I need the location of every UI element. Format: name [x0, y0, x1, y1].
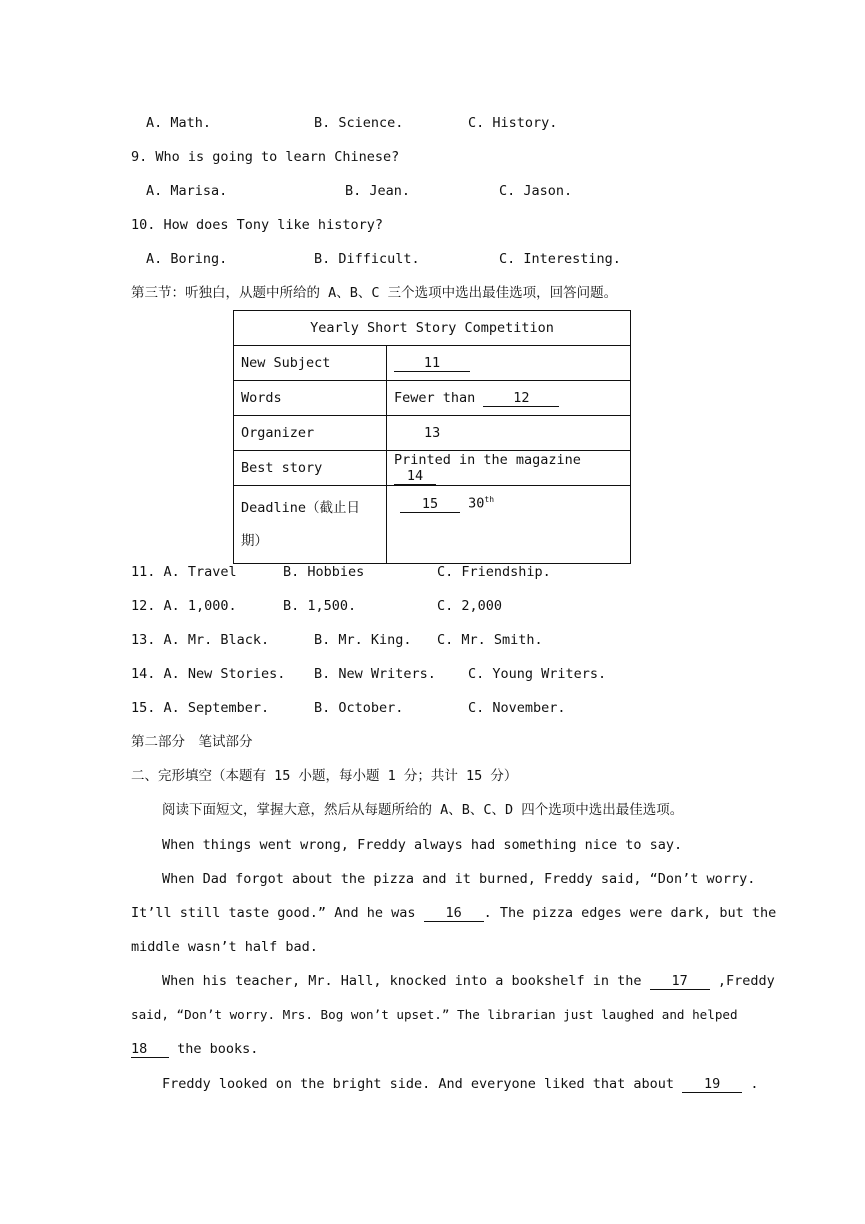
- passage-paragraph-2-line-2: [131, 904, 776, 922]
- q13-option-c: C. Mr. Smith.: [437, 632, 543, 648]
- competition-table: [233, 310, 631, 564]
- answer-number: 13: [424, 425, 441, 441]
- row-value: [387, 486, 631, 564]
- passage-text: the books.: [177, 1041, 259, 1057]
- row-prefix: Printed in the magazine: [394, 451, 581, 468]
- passage-paragraph-3-line-1: [162, 972, 775, 990]
- q13-option-b: B. Mr. King.: [314, 632, 412, 648]
- table-row: [234, 451, 631, 486]
- passage-paragraph-3-line-2: said, “Don’t worry. Mrs. Bog won’t upset.” The librarian just laughed and helped: [131, 1007, 738, 1022]
- answer-blank: 11: [394, 355, 470, 372]
- q10-option-a: A. Boring.: [146, 251, 228, 267]
- row-label: Deadline（截止日期）: [234, 486, 387, 564]
- q8-option-a: A. Math.: [146, 115, 212, 131]
- q8-option-c: C. History.: [468, 115, 558, 131]
- cloze-instruction: 阅读下面短文，掌握大意，然后从每题所给的 A、B、C、D 四个选项中选出最佳选项。: [162, 802, 684, 818]
- q14-option-b: B. New Writers.: [314, 666, 436, 682]
- row-label: New Subject: [234, 346, 387, 381]
- cloze-blank-16: 16: [424, 905, 484, 922]
- q9-option-a: A. Marisa.: [146, 183, 228, 199]
- passage-paragraph-3-line-3: [131, 1040, 258, 1058]
- answer-blank: 14: [394, 468, 436, 485]
- table-row: [234, 346, 631, 381]
- section3-heading: 第三节：听独白，从题中所给的 A、B、C 三个选项中选出最佳选项，回答问题。: [131, 285, 618, 301]
- q12-option-c: C. 2,000: [437, 598, 503, 614]
- row-label: Best story: [234, 451, 387, 486]
- q9-option-b: B. Jean.: [345, 183, 411, 199]
- passage-text: ,Freddy: [717, 973, 775, 989]
- date-day: 30: [468, 495, 485, 512]
- passage-text: . The pizza edges were dark, but the: [483, 905, 777, 921]
- row-label: Organizer: [234, 416, 387, 451]
- row-value: [387, 451, 631, 486]
- passage-text: When his teacher, Mr. Hall, knocked into a bookshelf in the: [162, 973, 642, 989]
- cloze-heading: 二、完形填空（本题有 15 小题，每小题 1 分；共计 15 分）: [131, 768, 518, 784]
- row-label: Words: [234, 381, 387, 416]
- table-row: [234, 486, 631, 564]
- table-row: [234, 381, 631, 416]
- table-row: [234, 416, 631, 451]
- q14-option-c: C. Young Writers.: [468, 666, 607, 682]
- q8-option-b: B. Science.: [314, 115, 404, 131]
- q10-option-b: B. Difficult.: [314, 251, 420, 267]
- q12-option-b: B. 1,500.: [283, 598, 357, 614]
- q11-option-a: 11. A. Travel: [131, 564, 237, 580]
- q9-stem: 9. Who is going to learn Chinese?: [131, 149, 400, 165]
- row-value: [387, 416, 631, 451]
- passage-paragraph-2-line-3: middle wasn’t half bad.: [131, 939, 318, 955]
- row-value: [387, 381, 631, 416]
- q12-option-a: 12. A. 1,000.: [131, 598, 237, 614]
- passage-text: .: [750, 1076, 759, 1092]
- q10-stem: 10. How does Tony like history?: [131, 217, 383, 233]
- passage-paragraph-2-line-1: When Dad forgot about the pizza and it burned, Freddy said, “Don’t worry.: [162, 871, 756, 887]
- answer-blank: 15: [400, 496, 460, 513]
- answer-blank: 12: [483, 390, 559, 407]
- row-value: [387, 346, 631, 381]
- q9-option-c: C. Jason.: [499, 183, 573, 199]
- passage-text: It’ll still taste good.” And he was: [131, 905, 416, 921]
- cloze-blank-17: 17: [650, 973, 710, 990]
- q10-option-c: C. Interesting.: [499, 251, 621, 267]
- q15-option-a: 15. A. September.: [131, 700, 270, 716]
- row-prefix: Fewer than: [394, 389, 476, 406]
- q15-option-c: C. November.: [468, 700, 566, 716]
- q14-option-a: 14. A. New Stories.: [131, 666, 286, 682]
- q15-option-b: B. October.: [314, 700, 404, 716]
- passage-paragraph-4: [162, 1075, 758, 1093]
- passage-text: Freddy looked on the bright side. And everyone liked that about: [162, 1076, 675, 1092]
- q13-option-a: 13. A. Mr. Black.: [131, 632, 270, 648]
- q11-option-b: B. Hobbies: [283, 564, 365, 580]
- table-title-row: [234, 311, 631, 346]
- cloze-blank-18: 18: [131, 1041, 169, 1058]
- part2-heading: 第二部分 笔试部分: [131, 734, 253, 750]
- q11-option-c: C. Friendship.: [437, 564, 551, 580]
- passage-paragraph-1: When things went wrong, Freddy always had something nice to say.: [162, 837, 683, 853]
- date-suffix: th: [484, 495, 495, 504]
- table-title: Yearly Short Story Competition: [234, 311, 631, 346]
- cloze-blank-19: 19: [682, 1076, 742, 1093]
